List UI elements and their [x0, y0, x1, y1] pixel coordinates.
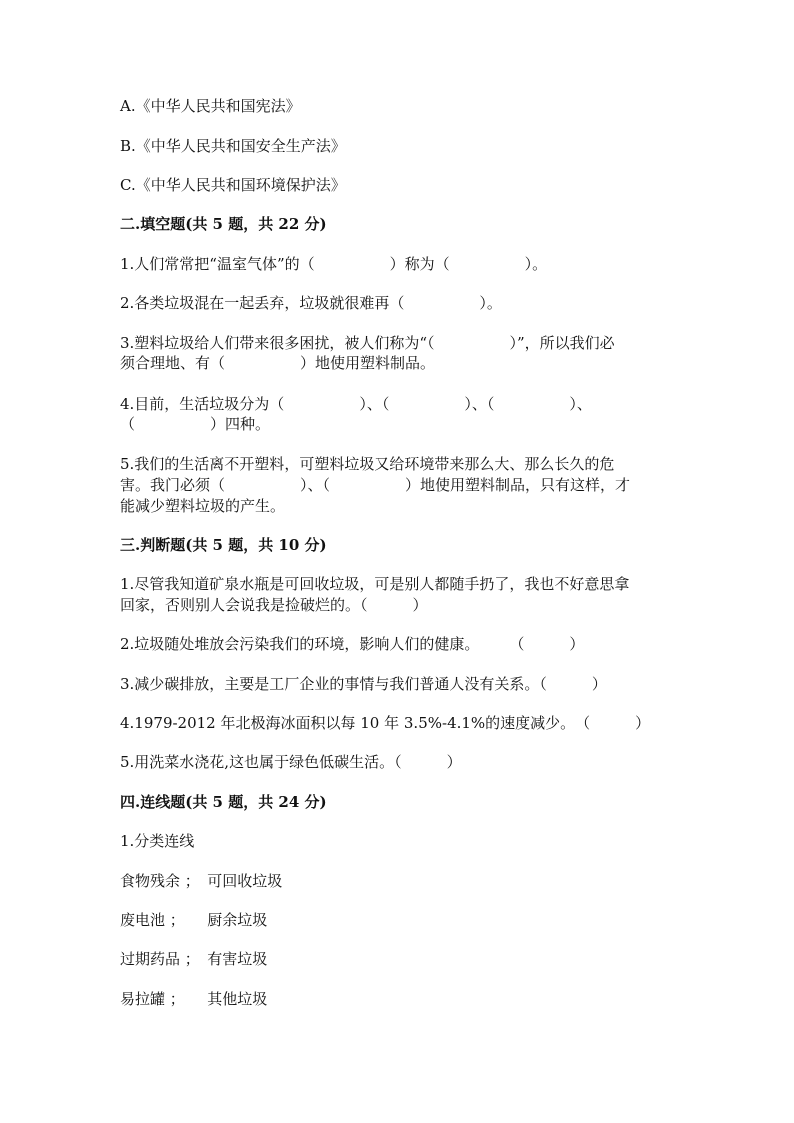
fill-question-3-line-1: 3.塑料垃圾给人们带来很多困扰，被人们称为“（ ）”，所以我们必 [120, 334, 615, 352]
option-c: C.《中华人民共和国环境保护法》 [120, 176, 346, 194]
matching-question-1: 1.分类连线 [120, 832, 195, 850]
matching-pair: 易拉罐 ； 其他垃圾 [120, 990, 268, 1008]
option-a: A.《中华人民共和国宪法》 [120, 97, 301, 115]
tf-question-4: 4.1979-2012 年北极海冰面积以每 10 年 3.5%-4.1%的速度减少。 （ ） [120, 714, 651, 732]
section-heading-true-false: 三.判断题(共 5 题，共 10 分) [120, 536, 327, 554]
fill-question-2: 2.各类垃圾混在一起丢弃，垃圾就很难再（ ）。 [120, 294, 502, 312]
matching-pair: 食物残余 ； 可回收垃圾 [120, 872, 283, 890]
fill-question-4-line-1: 4.目前，生活垃圾分为（ ）、（ ）、（ ）、 [120, 395, 592, 413]
fill-question-4-line-2: （ ）四种。 [120, 415, 271, 433]
tf-question-5: 5.用洗菜水浇花,这也属于绿色低碳生活。（ ） [120, 753, 462, 771]
tf-question-1-line-2: 回家，否则别人会说我是捡破烂的。（ ） [120, 596, 428, 614]
matching-pair: 废电池 ； 厨余垃圾 [120, 911, 268, 929]
section-heading-matching: 四.连线题(共 5 题，共 24 分) [120, 793, 327, 811]
fill-question-5-line-2: 害。我门必须（ ）、（ ）地使用塑料制品，只有这样，才 [120, 476, 631, 494]
fill-question-1: 1.人们常常把“温室气体”的（ ）称为（ ）。 [120, 255, 548, 273]
tf-question-1-line-1: 1.尽管我知道矿泉水瓶是可回收垃圾，可是别人都随手扔了，我也不好意思拿 [120, 575, 630, 593]
fill-question-5-line-1: 5.我们的生活离不开塑料，可塑料垃圾又给环境带来那么大、那么长久的危 [120, 455, 615, 473]
fill-question-5-line-3: 能减少塑料垃圾的产生。 [120, 497, 286, 515]
tf-question-2: 2.垃圾随处堆放会污染我们的环境，影响人们的健康。 （ ） [120, 635, 585, 653]
fill-question-3-line-2: 须合理地、有（ ）地使用塑料制品。 [120, 354, 436, 372]
tf-question-3: 3.减少碳排放，主要是工厂企业的事情与我们普通人没有关系。（ ） [120, 675, 607, 693]
option-b: B.《中华人民共和国安全生产法》 [120, 137, 346, 155]
section-heading-fill-blank: 二.填空题(共 5 题，共 22 分) [120, 215, 327, 233]
matching-pair: 过期药品 ； 有害垃圾 [120, 950, 268, 968]
